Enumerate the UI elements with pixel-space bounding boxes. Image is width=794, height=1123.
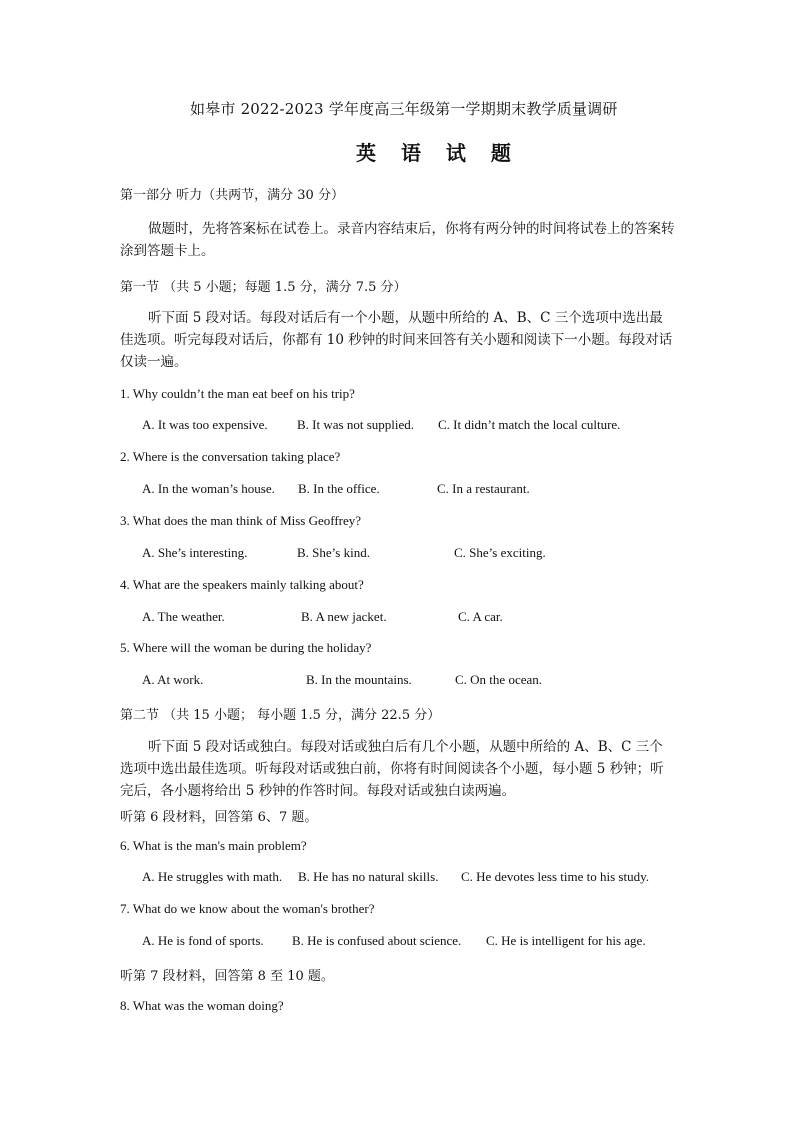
question-7-stem: 7. What do we know about the woman's brother? [120, 901, 375, 916]
question-3-stem: 3. What does the man think of Miss Geoffrey? [120, 513, 362, 528]
question-3-option-b: B. She’s kind. [297, 545, 370, 560]
question-2-option-a: A. In the woman’s house. [142, 481, 275, 496]
question-5-option-c: C. On the ocean. [455, 672, 543, 687]
section1-heading: 第一节 （共 5 小题；每题 1.5 分，满分 7.5 分） [120, 280, 407, 295]
material-7-note: 听第 7 段材料，回答第 8 至 10 题。 [120, 969, 334, 984]
part1-heading: 第一部分 听力（共两节，满分 30 分） [120, 188, 344, 203]
question-4-stem: 4. What are the speakers mainly talking about? [120, 577, 364, 592]
question-4-option-b: B. A new jacket. [301, 609, 387, 624]
question-7-option-c: C. He is intelligent for his age. [486, 933, 646, 948]
question-2-option-c: C. In a restaurant. [437, 481, 530, 496]
question-5-option-b: B. In the mountains. [306, 672, 412, 687]
question-1-option-a: A. It was too expensive. [142, 417, 268, 432]
material-6-note: 听第 6 段材料，回答第 6、7 题。 [120, 810, 318, 825]
question-7-option-b: B. He is confused about science. [292, 933, 462, 948]
question-2-option-b: B. In the office. [298, 481, 380, 496]
section1-instructions: 听下面 5 段对话。每段对话后有一个小题，从题中所给的 A、B、C 三个选项中选出最佳选项。听完每段对话后，你都有 10 秒钟的时间来回答有关小题和阅读下一小题。每段对话仅读一遍。 [120, 310, 673, 370]
question-6-option-a: A. He struggles with math. [142, 869, 283, 884]
question-1-stem: 1. Why couldn’t the man eat beef on his trip? [120, 386, 355, 401]
question-6-option-b: B. He has no natural skills. [298, 869, 439, 884]
question-2-stem: 2. Where is the conversation taking place? [120, 449, 341, 464]
question-5-stem: 5. Where will the woman be during the holiday? [120, 640, 372, 655]
question-3-option-a: A. She’s interesting. [142, 545, 248, 560]
question-4-option-a: A. The weather. [142, 609, 225, 624]
part1-instructions: 做题时，先将答案标在试卷上。录音内容结束后，你将有两分钟的时间将试卷上的答案转涂到答题卡上。 [120, 221, 675, 259]
question-4-option-c: C. A car. [458, 609, 503, 624]
question-6-option-c: C. He devotes less time to his study. [461, 869, 650, 884]
question-5-option-a: A. At work. [142, 672, 204, 687]
subject-title: 英 语 试 题 [356, 141, 520, 165]
question-3-option-c: C. She’s exciting. [454, 545, 546, 560]
question-7-option-a: A. He is fond of sports. [142, 933, 264, 948]
question-1-option-c: C. It didn’t match the local culture. [438, 417, 621, 432]
section2-instructions: 听下面 5 段对话或独白。每段对话或独白后有几个小题，从题中所给的 A、B、C 三个选项中选出最佳选项。听每段对话或独白前，你将有时间阅读各个小题，每小题 5 秒钟；听完后，各小题将给出 5 秒钟的作答时间。每段对话或独白读两遍。 [120, 739, 664, 799]
question-8-stem: 8. What was the woman doing? [120, 998, 284, 1013]
section2-heading: 第二节 （共 15 小题； 每小题 1.5 分，满分 22.5 分） [120, 708, 441, 723]
question-6-stem: 6. What is the man's main problem? [120, 838, 307, 853]
question-1-option-b: B. It was not supplied. [297, 417, 414, 432]
school-title: 如皋市 2022-2023 学年度高三年级第一学期期末教学质量调研 [190, 100, 618, 118]
